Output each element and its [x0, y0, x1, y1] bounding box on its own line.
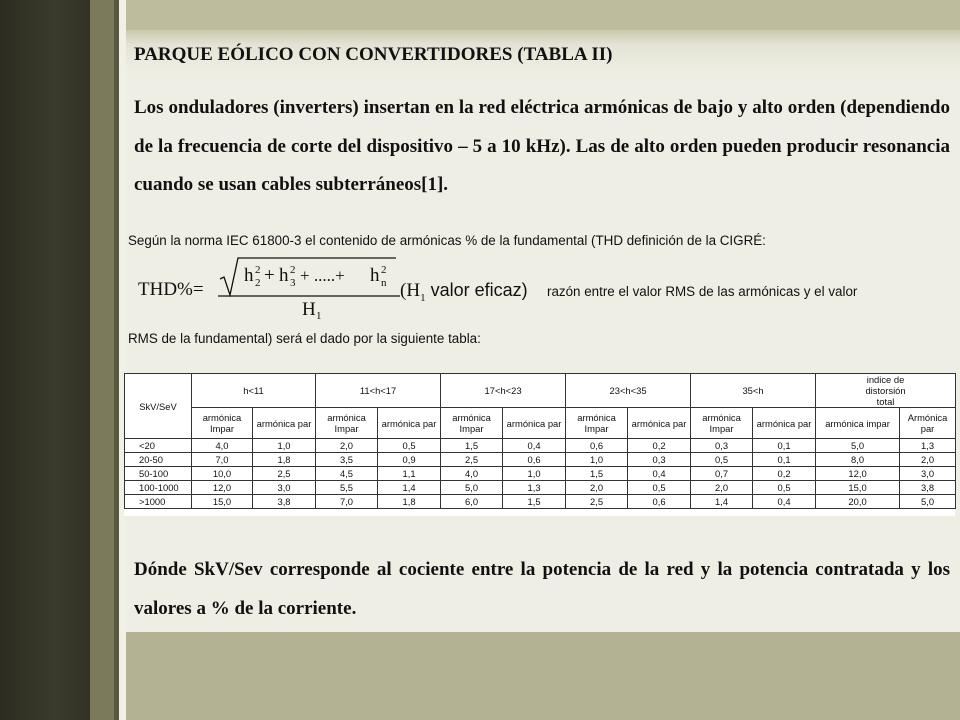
group-header: h<11	[192, 374, 316, 408]
sub-header-even: armónica par	[503, 408, 566, 439]
intro-paragraph: Los onduladores (inverters) insertan en la red eléctrica armónicas de bajo y alto orden (dependiendo de la frecuencia de corte del dispositivo – 5 a 10 kHz). Las de alto orden pueden producir resonancia cuando se usan cables subterráneos[1].	[134, 97, 950, 195]
sub-header-odd: armónica Impar	[441, 408, 503, 439]
svg-text:h: h	[244, 265, 254, 286]
row-label: 20-50	[125, 453, 192, 467]
sub-header-even: armónica par	[378, 408, 441, 439]
paren-sub: 1	[420, 291, 426, 304]
table-cell: 1,4	[691, 495, 753, 509]
row-label: 100-1000	[125, 481, 192, 495]
table-cell: 4,0	[441, 467, 503, 481]
total-header-even: Armónica par	[900, 408, 956, 439]
table-cell: 3,8	[253, 495, 316, 509]
sub-header-odd: armónica Impar	[566, 408, 628, 439]
table-cell: 0,5	[691, 453, 753, 467]
slide-footer-area	[126, 632, 960, 720]
table-row	[125, 481, 956, 495]
table-cell: 15,0	[816, 481, 900, 495]
sub-header-even: armónica par	[253, 408, 316, 439]
table-cell: 3,0	[253, 481, 316, 495]
formula-lhs: THD%=	[138, 279, 204, 300]
svg-text:2: 2	[255, 264, 261, 276]
thd-formula	[128, 255, 958, 327]
slide-title: PARQUE EÓLICO CON CONVERTIDORES (TABLA II)	[134, 44, 613, 65]
table-cell: 0,5	[628, 481, 691, 495]
table-cell: 1,5	[441, 439, 503, 453]
formula-fraction	[216, 255, 406, 327]
left-decorative-bar	[0, 0, 90, 720]
sub-header-even: armónica par	[753, 408, 816, 439]
group-header: 11<h<17	[316, 374, 441, 408]
table-cell: 7,0	[316, 495, 378, 509]
table-cell: 0,6	[628, 495, 691, 509]
decorative-stripe	[119, 0, 126, 720]
svg-text:3: 3	[290, 277, 296, 289]
row-label: 50-100	[125, 467, 192, 481]
group-header: 17<h<23	[441, 374, 566, 408]
svg-text:h: h	[279, 265, 289, 286]
table-row	[125, 439, 956, 453]
table-cell: 8,0	[816, 453, 900, 467]
table-cell: 1,3	[503, 481, 566, 495]
table-cell: 5,0	[441, 481, 503, 495]
sub-header-even: armónica par	[628, 408, 691, 439]
table-cell: 2,5	[566, 495, 628, 509]
formula-parenthetical	[400, 280, 528, 304]
svg-text:h: h	[370, 265, 380, 286]
group-header: 35<h	[691, 374, 816, 408]
table-corner-header: SkV/SeV	[125, 374, 192, 439]
row-label: <20	[125, 439, 192, 453]
table-cell: 0,5	[753, 481, 816, 495]
group-header-total: indice de distorsión total	[816, 374, 956, 408]
table-cell: 2,0	[316, 439, 378, 453]
table-cell: 1,0	[503, 467, 566, 481]
row-label: >1000	[125, 495, 192, 509]
table-cell: 20,0	[816, 495, 900, 509]
harmonics-table-container	[124, 373, 955, 516]
table-cell: 1,8	[253, 453, 316, 467]
table-cell: 0,4	[628, 467, 691, 481]
table-cell: 0,9	[378, 453, 441, 467]
table-cell: 7,0	[192, 453, 253, 467]
table-cell: 0,3	[628, 453, 691, 467]
table-cell: 2,0	[691, 481, 753, 495]
svg-text:+: +	[264, 265, 275, 286]
table-cell: 1,8	[378, 495, 441, 509]
denominator-sub: 1	[316, 310, 322, 322]
sub-header-odd: armónica Impar	[316, 408, 378, 439]
harmonics-table	[124, 373, 956, 509]
rms-description-line: RMS de la fundamental) será el dado por la siguiente tabla:	[128, 331, 481, 346]
decorative-stripe	[90, 0, 114, 720]
table-cell: 1,5	[566, 467, 628, 481]
table-cell: 0,6	[503, 453, 566, 467]
table-cell: 3,0	[900, 467, 956, 481]
table-cell: 10,0	[192, 467, 253, 481]
table-cell: 5,0	[816, 439, 900, 453]
formula-description: razón entre el valor RMS de las armónicas y el valor	[547, 284, 858, 299]
table-cell: 1,4	[378, 481, 441, 495]
paren-rest: valor eficaz)	[425, 280, 528, 300]
numerator-tail: + .....+	[300, 266, 345, 285]
table-cell: 5,0	[900, 495, 956, 509]
table-row	[125, 495, 956, 509]
table-cell: 4,0	[192, 439, 253, 453]
table-cell: 1,0	[253, 439, 316, 453]
svg-text:n: n	[381, 277, 387, 289]
table-cell: 3,8	[900, 481, 956, 495]
svg-text:2: 2	[290, 264, 296, 276]
paren-text: (H	[400, 280, 421, 301]
table-cell: 2,0	[566, 481, 628, 495]
table-cell: 0,5	[378, 439, 441, 453]
table-cell: 0,3	[691, 439, 753, 453]
table-cell: 6,0	[441, 495, 503, 509]
harmonics-table-body	[125, 439, 956, 509]
table-cell: 0,2	[628, 439, 691, 453]
sub-header-odd: armónica Impar	[691, 408, 753, 439]
table-cell: 0,1	[753, 453, 816, 467]
sub-header-odd: armónica Impar	[192, 408, 253, 439]
table-cell: 2,5	[441, 453, 503, 467]
svg-text:2: 2	[381, 264, 387, 276]
total-header-odd: armónica impar	[816, 408, 900, 439]
norm-description-line: Según la norma IEC 61800-3 el contenido de armónicas % de la fundamental (THD definición de la CIGRÉ:	[128, 233, 766, 248]
table-cell: 0,4	[753, 495, 816, 509]
where-paragraph: Dónde SkV/Sev corresponde al cociente entre la potencia de la red y la potencia contratada y los valores a % de la corriente.	[134, 559, 950, 619]
table-cell: 12,0	[816, 467, 900, 481]
table-cell: 5,5	[316, 481, 378, 495]
table-cell: 1,5	[503, 495, 566, 509]
table-cell: 0,7	[691, 467, 753, 481]
table-cell: 12,0	[192, 481, 253, 495]
table-cell: 15,0	[192, 495, 253, 509]
table-cell: 0,4	[503, 439, 566, 453]
table-row	[125, 467, 956, 481]
table-cell: 1,3	[900, 439, 956, 453]
group-header: 23<h<35	[566, 374, 691, 408]
table-row	[125, 453, 956, 467]
table-cell: 4,5	[316, 467, 378, 481]
table-cell: 1,0	[566, 453, 628, 467]
table-cell: 0,1	[753, 439, 816, 453]
table-cell: 1,1	[378, 467, 441, 481]
denominator: H	[302, 299, 316, 320]
table-cell: 2,0	[900, 453, 956, 467]
svg-text:2: 2	[255, 277, 261, 289]
table-cell: 0,6	[566, 439, 628, 453]
table-cell: 2,5	[253, 467, 316, 481]
table-cell: 3,5	[316, 453, 378, 467]
table-cell: 0,2	[753, 467, 816, 481]
